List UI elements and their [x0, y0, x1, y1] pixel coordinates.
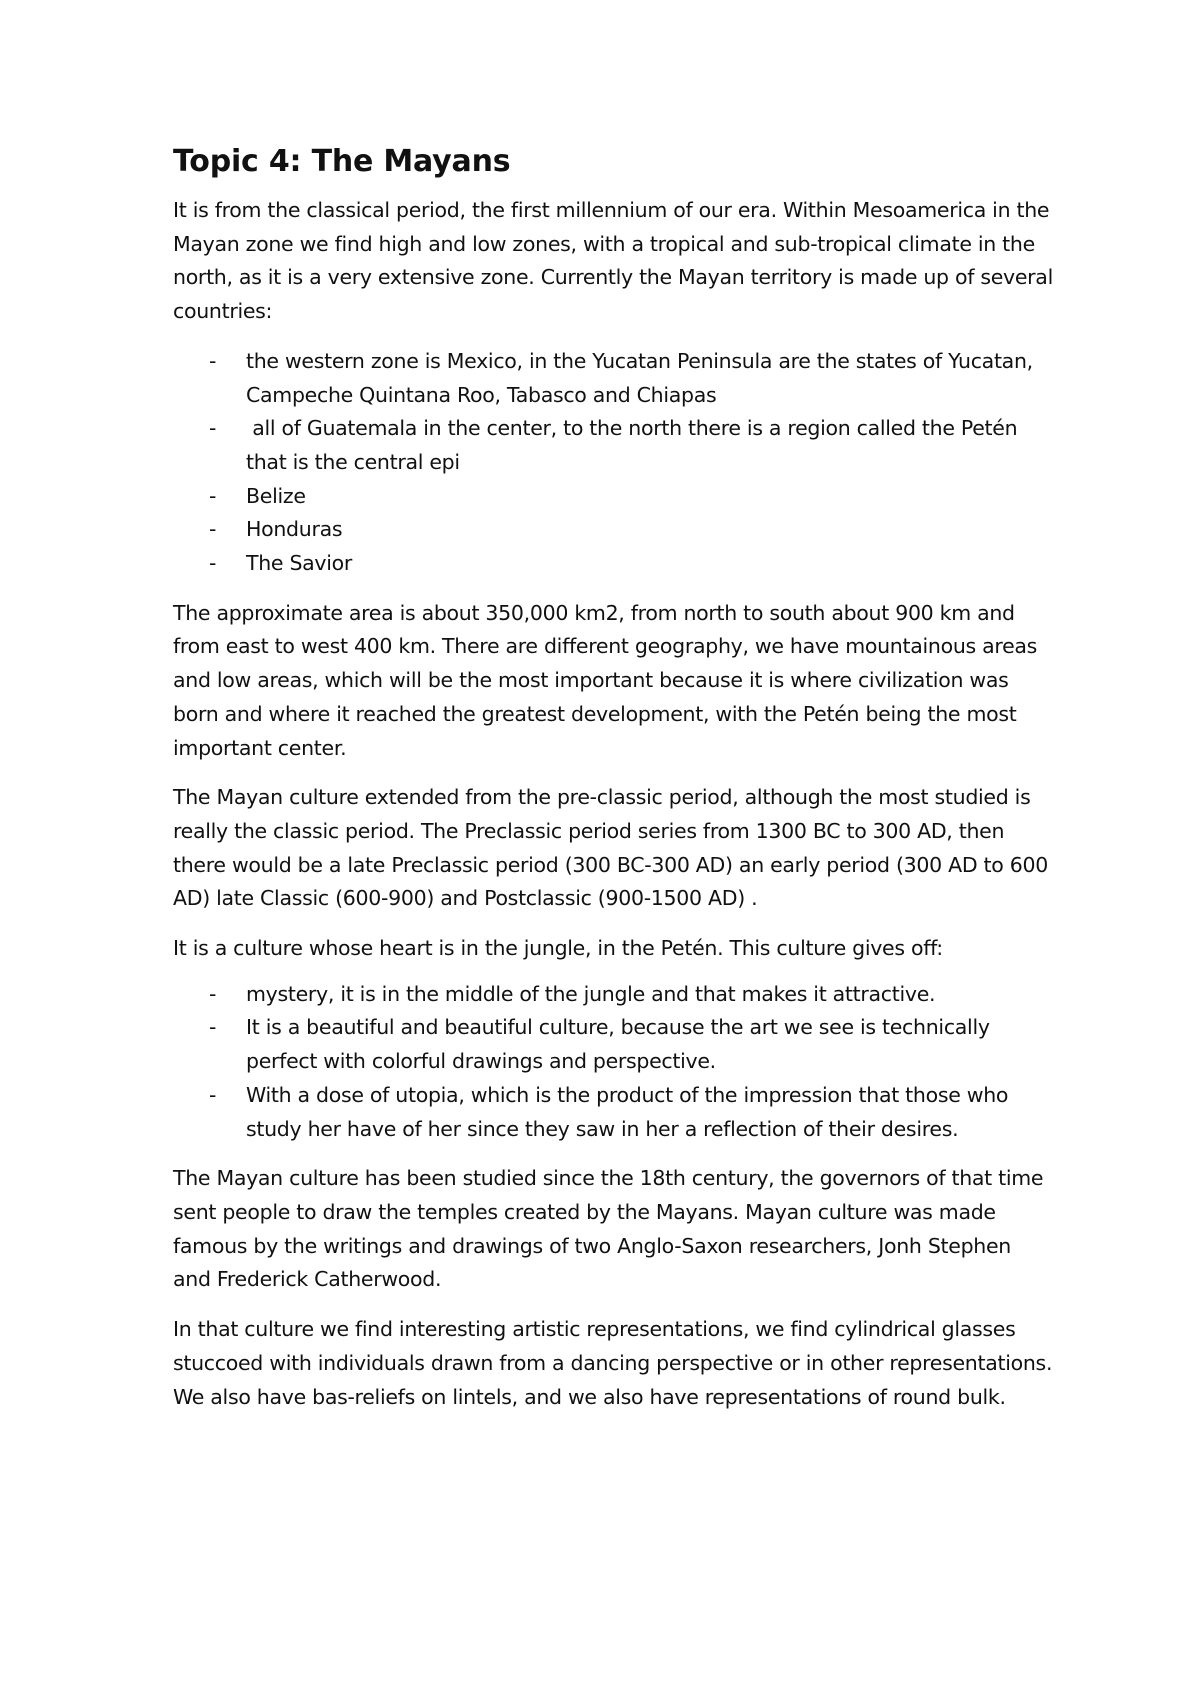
list-item-text: Belize — [246, 483, 306, 508]
list-item-text: all of Guatemala in the center, to the north there is a region called the Petén that is the central epi — [246, 416, 1024, 474]
periods-paragraph: The Mayan culture extended from the pre-classic period, although the most studied is really the classic period. The Preclassic period series from 1300 BC to 300 AD, then there would be a late Preclassic period (300 BC-300 AD) an early period (300 AD to 600 AD) late Classic (600-900) and Postclassic (900-1500 AD) . — [173, 785, 1048, 911]
list-item — [173, 513, 1053, 547]
bullet-dash: - — [209, 1015, 217, 1040]
studies-paragraph: The Mayan culture has been studied since the 18th century, the governors of that time sent people to draw the temples created by the Mayans. Mayan culture was made famous by the writings and drawings of two Anglo-Saxon researchers, Jonh Stephen and Frederick Catherwood. — [173, 1166, 1044, 1292]
list-item — [173, 412, 1053, 479]
list-item-text: With a dose of utopia, which is the product of the impression that those who study her have of her since they saw in her a reflection of their desires. — [246, 1082, 1009, 1141]
jungle-paragraph: It is a culture whose heart is in the jungle, in the Petén. This culture gives off: — [173, 936, 943, 961]
list-item — [173, 480, 1053, 514]
intro-paragraph: It is from the classical period, the first millennium of our era. Within Mesoamerica in the Mayan zone we find high and low zones, with a tropical and sub-tropical climate in the north, as it is a very extensive zone. Currently the Mayan territory is made up of several countries: — [173, 198, 1053, 324]
bullet-dash: - — [209, 483, 217, 508]
countries-list — [173, 345, 1053, 581]
bullet-dash: - — [209, 1082, 217, 1107]
list-item — [173, 1079, 1053, 1146]
list-item-text: It is a beautiful and beautiful culture, because the art we see is technically perfect with colorful drawings and perspective. — [246, 1015, 990, 1074]
area-paragraph: The approximate area is about 350,000 km2, from north to south about 900 km and from east to west 400 km. There are different geography, we have mountainous areas and low areas, which will be the most important because it is where civilization was born and where it reached the greatest development, with the Petén being the most important center. — [173, 600, 1038, 760]
list-item — [173, 1011, 1053, 1078]
bullet-dash: - — [209, 348, 217, 373]
list-item — [173, 345, 1053, 412]
bullet-dash: - — [209, 551, 217, 576]
list-item-text: Honduras — [246, 517, 343, 542]
list-item-text: mystery, it is in the middle of the jungle and that makes it attractive. — [246, 981, 936, 1006]
art-paragraph: In that culture we find interesting artistic representations, we find cylindrical glasses stuccoed with individuals drawn from a dancing perspective or in other representations. We also have bas-reliefs on lintels, and we also have representations of round bulk. — [173, 1317, 1053, 1409]
bullet-dash: - — [209, 981, 217, 1006]
page-title: Topic 4: The Mayans — [173, 144, 511, 179]
list-item-text: the western zone is Mexico, in the Yucatan Peninsula are the states of Yucatan, Campeche Quintana Roo, Tabasco and Chiapas — [246, 348, 1033, 407]
list-item-text: The Savior — [246, 551, 353, 576]
document-page — [173, 142, 1053, 1430]
bullet-dash: - — [209, 517, 217, 542]
culture-traits-list — [173, 978, 1053, 1147]
list-item — [173, 547, 1053, 581]
bullet-dash: - — [209, 416, 217, 441]
list-item — [173, 978, 1053, 1012]
